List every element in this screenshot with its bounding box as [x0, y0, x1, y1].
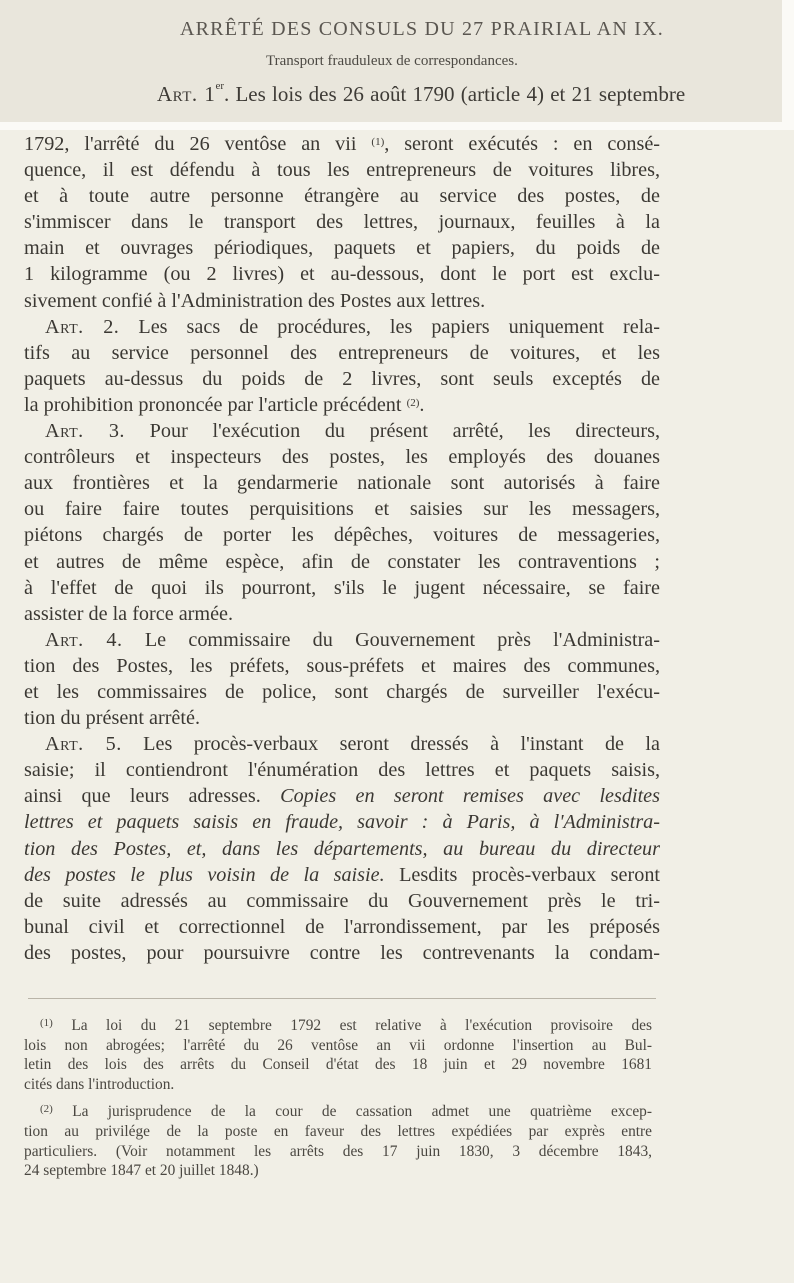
article-1-line-1: 1792, l'arrêté du 26 ventôse an vii $^{(1)}$, seront exécutés : en consé-: [24, 133, 661, 155]
footnote-divider: [28, 998, 656, 999]
footnote-1-marker: (1): [40, 1017, 53, 1029]
main-text: [24, 131, 660, 966]
article-3-line-5: piétons chargés de porter les dépêches, voitures de messageries,: [24, 524, 660, 547]
footnote-1: [24, 1016, 652, 1094]
article-3-label: Art. 3.: [45, 420, 125, 443]
footnote-ref-1[interactable]: (1): [371, 136, 385, 148]
article-1-line-3: et à toute autre personne étrangère au service des postes, de: [24, 185, 660, 208]
article-4-line-2: tion des Postes, les préfets, sous-préfets et maires des communes,: [24, 654, 660, 677]
footnote-1-line-3: letin des lois des arrêts du Conseil d'état des 18 juin et 29 novembre 1681: [24, 1056, 652, 1074]
footnote-1-line-4: cités dans l'introduction.: [24, 1075, 175, 1093]
article-5-label: Art. 5.: [45, 733, 122, 756]
page-edge: [782, 0, 794, 122]
article-3-line-1: Art. 3. Pour l'exécution du présent arrêté, les directeurs,: [45, 420, 660, 443]
footnote-2-line-1: $^{(2)}$ La jurisprudence de la cour de cassation admet une quatrième excep-: [40, 1103, 652, 1121]
footnote-2-marker: (2): [40, 1103, 53, 1116]
article-3-line-4: ou faire faire toutes perquisitions et saisies sur les messagers,: [24, 498, 660, 521]
article-1-line-2: quence, il est défendu à tous les entrepreneurs de voitures libres,: [24, 159, 660, 182]
footnote-1-line-2: lois non abrogées; l'arrêté du 26 ventôse an vii ordonne l'insertion au Bul-: [24, 1036, 652, 1054]
article-4-line-4: tion du présent arrêté.: [24, 707, 201, 730]
article-4-line-1: Art. 4. Le commissaire du Gouvernement près l'Administra-: [45, 628, 660, 651]
article-5-line-3: ainsi que leurs adresses. Copies en seront remises avec lesdites: [24, 785, 660, 808]
article-2-label: Art. 2.: [45, 315, 120, 338]
article-1-first-line: Art. 1er. Les lois des 26 août 1790 (article 4) et 21 septembre: [157, 80, 686, 106]
article-3-line-8: assister de la force armée.: [24, 602, 234, 625]
footnote-2-line-2: tion au privilége de la poste en faveur des lettres expédiées par exprès entre: [24, 1122, 652, 1140]
footnote-ref-2[interactable]: (2): [406, 396, 420, 409]
article-1-line-6: 1 kilogramme (ou 2 livres) et au-dessous, dont le port est exclu-: [24, 263, 660, 286]
article-5-line-1: Art. 5. Les procès-verbaux seront dressés à l'instant de la: [45, 733, 660, 756]
article-5-line-8: bunal civil et correctionnel de l'arrondissement, par les préposés: [24, 915, 660, 938]
article-1-label: Art. 1: [157, 82, 216, 106]
page-gap: [0, 122, 794, 130]
article-5-line-2: saisie; il contiendront l'énumération des lettres et paquets saisis,: [24, 759, 660, 782]
footnote-2-line-4: 24 septembre 1847 et 20 juillet 1848.): [24, 1162, 259, 1180]
article-1-line-7: sivement confié à l'Administration des Postes aux lettres.: [24, 289, 486, 312]
article-1-line-4: s'immiscer dans le transport des lettres, journaux, feuilles à la: [24, 211, 660, 234]
page-title: ARRÊTÉ DES CONSULS DU 27 PRAIRIAL AN IX.: [180, 18, 664, 40]
article-2-line-3: paquets au-dessus du poids de 2 livres, sont seuls exceptés de: [24, 367, 660, 390]
footnote-1-line-1: $^{(1)}$ La loi du 21 septembre 1792 est relative à l'exécution provisoire des: [40, 1017, 652, 1034]
article-5-line-7: de suite adressés au commissaire du Gouvernement près le tri-: [24, 889, 660, 912]
section-subtitle: Transport frauduleux de correspondances.: [266, 53, 518, 69]
article-5-line-6: des postes le plus voisin de la saisie. Lesdits procès-verbaux seront: [24, 863, 661, 886]
article-4-label: Art. 4.: [45, 628, 123, 651]
footnote-2: [24, 1102, 652, 1180]
article-3-line-6: et autres de même espèce, afin de constater les contraventions ;: [24, 550, 660, 573]
article-5-line-5: tion des Postes, et, dans les départements, au bureau du directeur: [24, 837, 660, 860]
article-2-line-4: la prohibition prononcée par l'article précédent $^{(2)}$.: [24, 393, 425, 416]
article-2-line-1: Art. 2. Les sacs de procédures, les papiers uniquement rela-: [45, 315, 660, 338]
article-1-line-5: main et ouvrages périodiques, paquets et papiers, du poids de: [24, 237, 660, 260]
article-1-line-0: Les lois des 26 août 1790 (article 4) et 21 septembre: [235, 82, 686, 106]
article-5-line-4: lettres et paquets saisis en fraude, savoir : à Paris, à l'Administra-: [24, 811, 660, 834]
article-3-line-3: aux frontières et la gendarmerie nationale sont autorisés à faire: [24, 472, 660, 495]
article-3-line-7: à l'effet de quoi ils pourront, s'ils le jugent nécessaire, se faire: [24, 576, 660, 599]
article-2-line-2: tifs au service personnel des entrepreneurs de voitures, et les: [24, 341, 660, 364]
footnotes: [24, 1016, 652, 1189]
footnote-2-line-3: particuliers. (Voir notamment les arrêts des 17 juin 1830, 3 décembre 1843,: [24, 1142, 652, 1160]
article-1-label-sup: er: [215, 80, 224, 92]
article-4-line-3: et les commissaires de police, sont chargés de surveiller l'exécu-: [24, 680, 660, 703]
article-5-line-9: des postes, pour poursuivre contre les contrevenants la condam-: [24, 941, 660, 964]
article-3-line-2: contrôleurs et inspecteurs des postes, les employés des douanes: [24, 446, 660, 469]
